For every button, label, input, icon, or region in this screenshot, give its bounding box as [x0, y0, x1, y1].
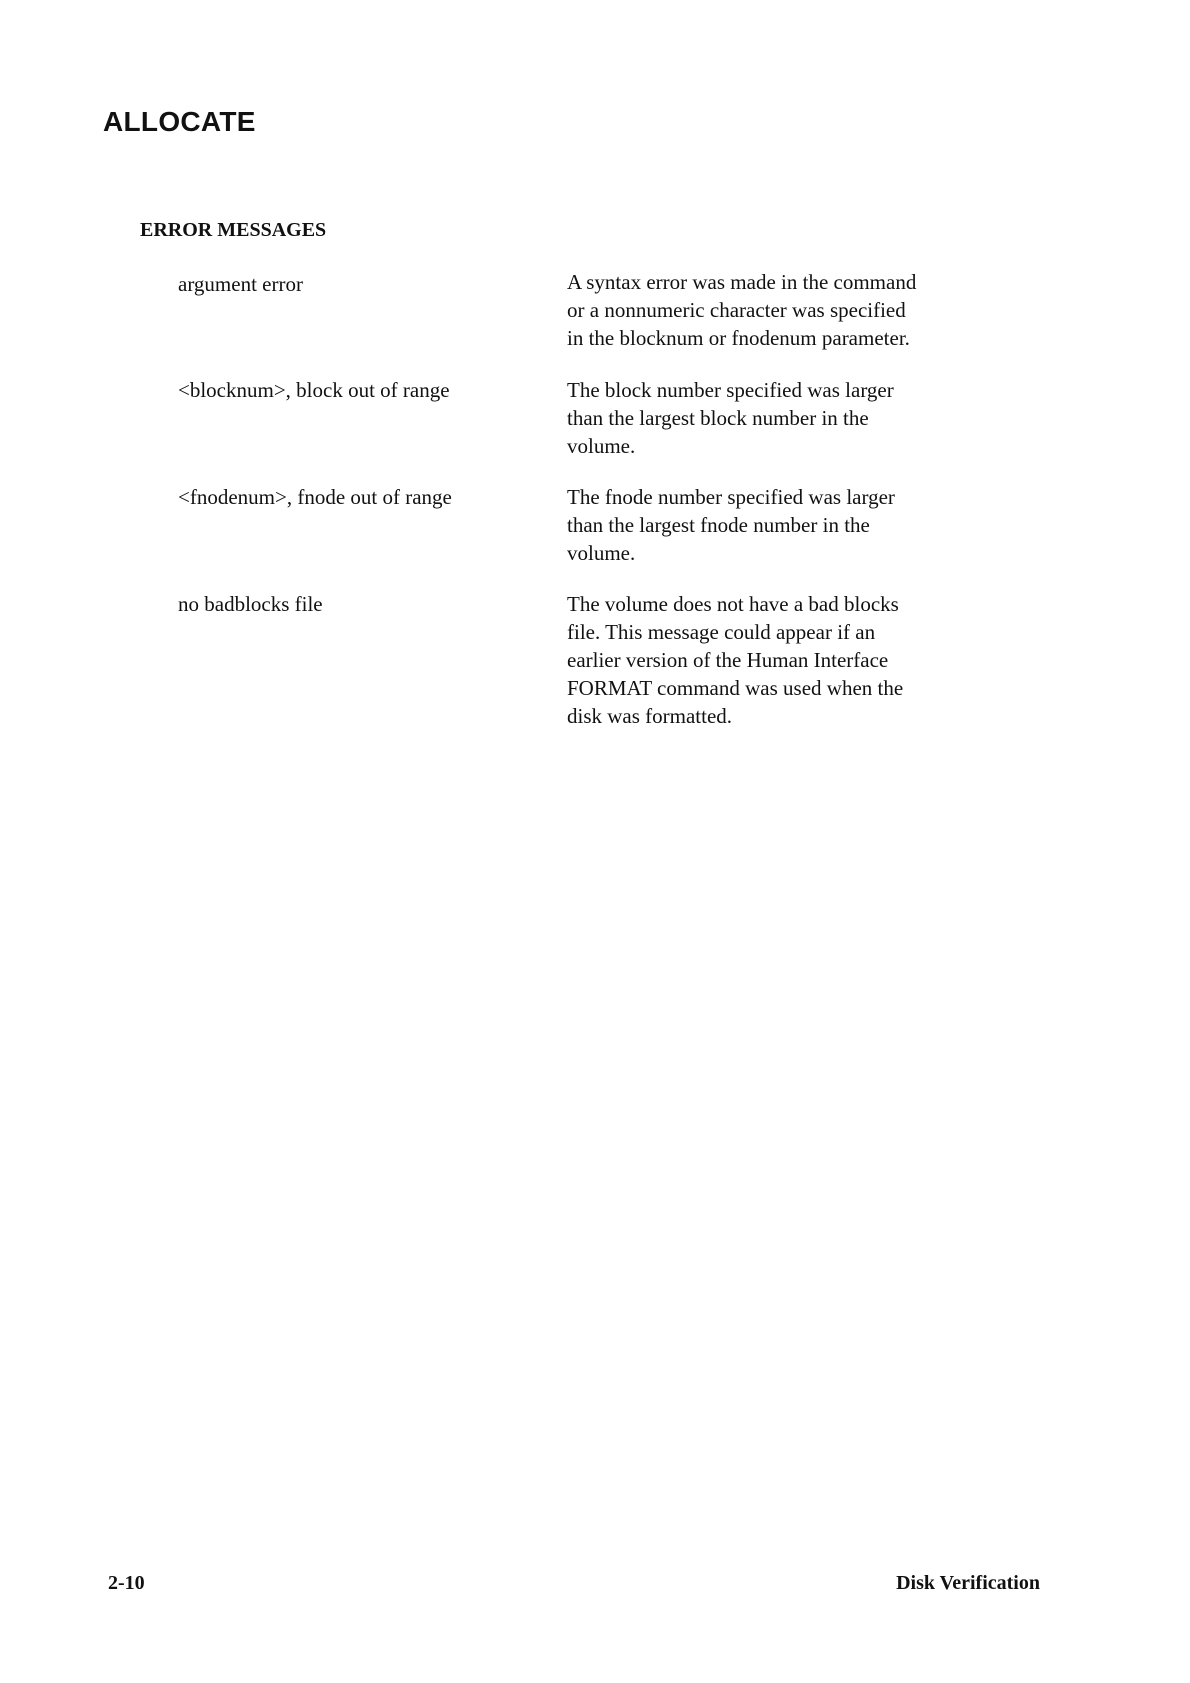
error-description-argument-error	[567, 268, 987, 352]
error-description-no-badblocks-file	[567, 590, 987, 730]
description-line: volume.	[567, 434, 636, 458]
footer-chapter-title: Disk Verification	[896, 1572, 1040, 1594]
description-line: The volume does not have a bad blocks	[567, 592, 899, 616]
description-line: earlier version of the Human Interface	[567, 648, 889, 672]
error-description-fnode-out-of-range	[567, 483, 987, 567]
page-title: ALLOCATE	[103, 106, 256, 137]
description-line: The fnode number specified was larger	[567, 485, 895, 509]
description-line: disk was formatted.	[567, 704, 733, 728]
error-term-no-badblocks-file: no badblocks file	[178, 592, 323, 616]
footer-page-number: 2-10	[108, 1572, 145, 1594]
description-line: than the largest block number in the	[567, 406, 869, 430]
description-line: or a nonnumeric character was specified	[567, 298, 906, 322]
error-term-argument-error: argument error	[178, 272, 303, 296]
description-line: A syntax error was made in the command	[567, 270, 917, 294]
description-line: The block number specified was larger	[567, 378, 894, 402]
section-title-error-messages: ERROR MESSAGES	[140, 219, 327, 241]
description-line: FORMAT command was used when the	[567, 676, 904, 700]
description-line: file. This message could appear if an	[567, 620, 876, 644]
error-term-fnode-out-of-range: <fnodenum>, fnode out of range	[178, 485, 452, 509]
description-line: in the blocknum or fnodenum parameter.	[567, 326, 910, 350]
description-line: than the largest fnode number in the	[567, 513, 870, 537]
description-line: volume.	[567, 541, 636, 565]
error-description-block-out-of-range	[567, 376, 987, 460]
error-term-block-out-of-range: <blocknum>, block out of range	[178, 378, 450, 402]
